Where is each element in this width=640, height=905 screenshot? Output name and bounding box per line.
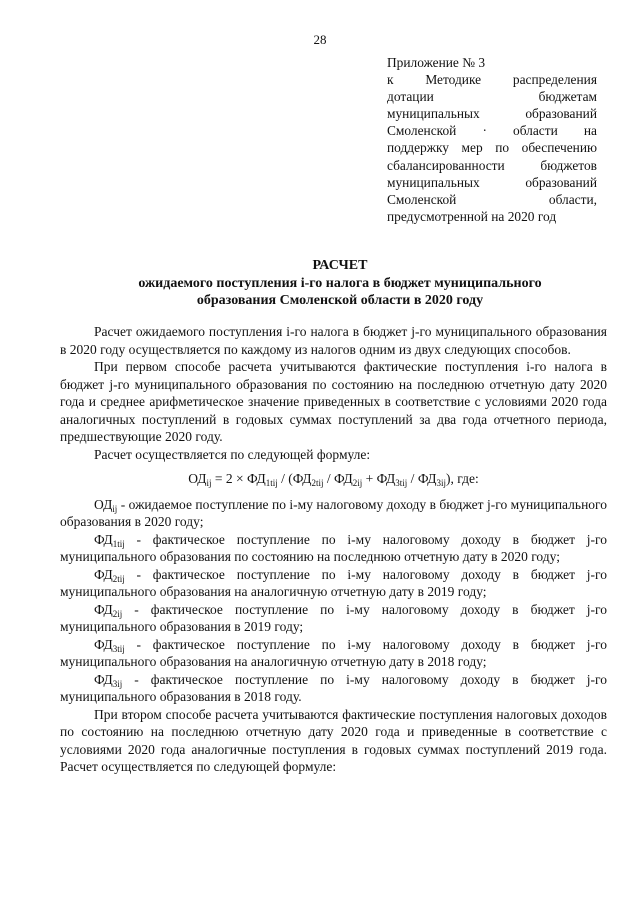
formula-subscript: 3ij <box>436 478 447 488</box>
definition-subscript: 2tij <box>112 573 125 584</box>
appendix-line: поддержку мер по обеспечению <box>387 140 597 156</box>
definition-text: - фактическое поступление по i-му налоговому доходу в бюджет j-го муниципального образования в 2019 году; <box>60 601 607 634</box>
formula-subscript: 3tij <box>395 478 408 488</box>
appendix-line: муниципальных образований <box>387 106 597 122</box>
definition-text: - фактическое поступление по i-му налоговому доходу в бюджет j-го муниципального образования по состоянию на последнюю отчетную дату в 2020 году; <box>60 531 607 564</box>
formula-symbol: ФД <box>247 471 266 486</box>
definition-item <box>60 566 607 601</box>
definition-item <box>60 636 607 671</box>
definition-subscript: 1tij <box>112 538 125 549</box>
formula-symbol: ФД <box>333 471 353 486</box>
formula-symbol: ФД <box>417 471 437 486</box>
formula-subscript: 2tij <box>311 478 324 488</box>
definition-item <box>60 671 607 706</box>
formula-text: / ( <box>277 471 293 486</box>
definition-subscript: 3ij <box>112 678 123 689</box>
paragraph: При первом способе расчета учитываются фактические поступления i-го налога в бюджет j-го муниципального образования по состоянию на последнюю отчетную дату 2020 года и среднее арифметическое значение приведенных в соответствие с условиями 2020 года аналогичных поступлений в годовых суммах поступлений за два года отчетного периода, предшествующие 2020 году. <box>60 359 607 444</box>
definition-text: - фактическое поступление по i-му налоговому доходу в бюджет j-го муниципального образования на аналогичную отчетную дату в 2018 году; <box>60 636 607 669</box>
formula <box>60 470 607 488</box>
appendix-line: муниципальных образований <box>387 174 597 190</box>
paragraph: Расчет ожидаемого поступления i-го налога в бюджет j-го муниципального образования в 2020 году осуществляется по каждому из налогов одним из двух следующих способов. <box>60 324 607 357</box>
formula-subscript: ij <box>206 478 212 488</box>
definition-symbol: ФД <box>94 531 113 547</box>
appendix-note <box>387 54 597 225</box>
appendix-line: Смоленской области, <box>387 191 597 207</box>
formula-text: + <box>362 471 377 486</box>
paragraph: Расчет осуществляется по следующей формуле: <box>94 446 371 462</box>
definition-symbol: ОД <box>94 496 113 512</box>
appendix-line: предусмотренной на 2020 год <box>387 208 557 224</box>
definition-symbol: ФД <box>94 671 113 687</box>
heading-subtitle-line: ожидаемого поступления i-го налога в бюджет муниципального <box>138 275 542 291</box>
formula-subscript: 2ij <box>352 478 363 488</box>
formula-symbol: ОД <box>188 471 207 486</box>
page-number: 28 <box>313 32 327 47</box>
document-body <box>60 323 607 776</box>
appendix-line: дотации бюджетам <box>387 89 597 105</box>
definition-subscript: ij <box>112 503 118 514</box>
formula-text: / <box>323 471 334 486</box>
definition-item <box>60 601 607 636</box>
definition-text: - фактическое поступление по i-му налоговому доходу в бюджет j-го муниципального образования в 2018 году. <box>60 671 607 704</box>
appendix-line: Смоленской · области на <box>387 123 597 139</box>
paragraph: При втором способе расчета учитываются фактические поступления налоговых доходов по состоянию на последнюю отчетную дату 2020 года и приведенные в соответствие с условиями 2020 года аналогичные поступления в годовых суммах поступлений 2019 года. Расчет осуществляется по следующей формуле: <box>60 706 607 774</box>
formula-subscript: 1tij <box>265 478 278 488</box>
formula-symbol: ФД <box>292 471 312 486</box>
formula-symbol: ФД <box>376 471 396 486</box>
definition-item <box>60 496 607 531</box>
appendix-line: сбалансированности бюджетов <box>387 157 597 173</box>
definition-text: - ожидаемое поступление по i-му налоговому доходу в бюджет j-го муниципального образования в 2020 году; <box>60 496 607 529</box>
definition-text: - фактическое поступление по i-му налоговому доходу в бюджет j-го муниципального образования на аналогичную отчетную дату в 2019 году; <box>60 566 607 599</box>
definition-item <box>60 531 607 566</box>
appendix-line: к Методике распределения <box>387 72 597 88</box>
heading-subtitle-line: образования Смоленской области в 2020 году <box>196 293 484 309</box>
document-heading <box>60 257 620 310</box>
heading-title: РАСЧЕТ <box>312 258 368 273</box>
formula-text: ), где: <box>446 471 479 486</box>
definition-subscript: 2ij <box>112 608 123 619</box>
definition-subscript: 3tij <box>112 643 125 654</box>
formula-text: = 2 × <box>211 471 248 486</box>
definition-symbol: ФД <box>94 636 113 652</box>
appendix-title: Приложение № 3 <box>387 55 486 70</box>
formula-text: / <box>407 471 418 486</box>
definition-symbol: ФД <box>94 601 113 617</box>
definition-symbol: ФД <box>94 566 113 582</box>
